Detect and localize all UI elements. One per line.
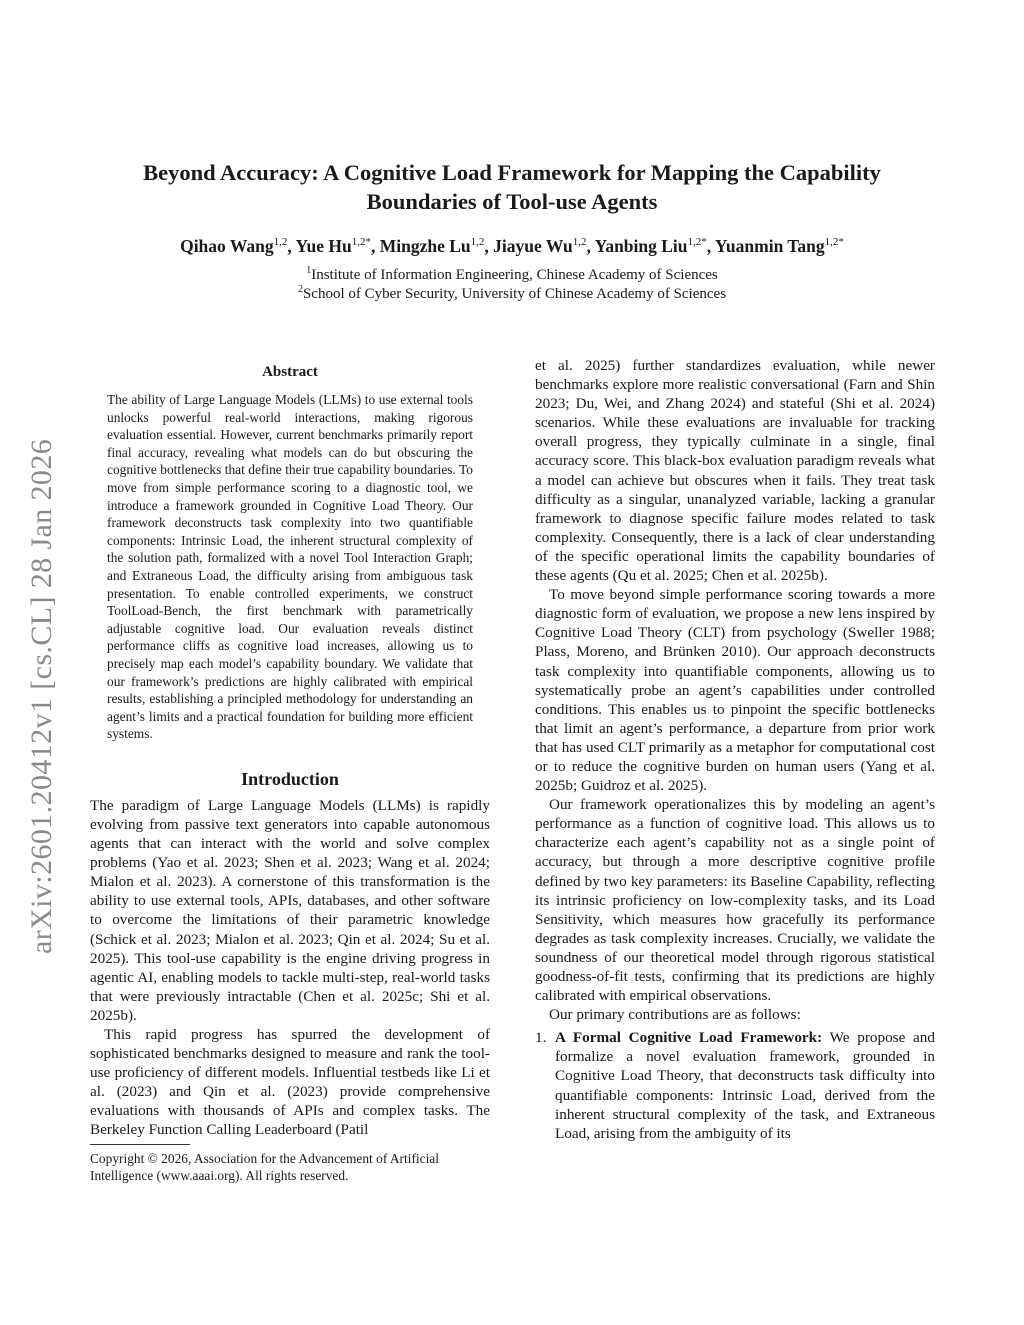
affiliation-marker: 2 xyxy=(297,284,303,295)
affiliation-1 xyxy=(60,266,964,285)
author-separator: , xyxy=(484,236,494,256)
paper-title-line-1: Beyond Accuracy: A Cognitive Load Framework for Mapping the Capability xyxy=(143,160,881,185)
body-paragraph: et al. 2025) further standardizes evaluation, while newer benchmarks explore more realistic conversational (Farn and Shin 2023; Du, Wei, and Zhang 2024) and stateful (Shi et al. 2024) scenarios. While these evaluations are invaluable for tracking overall progress, they typically culminate in a single, final accuracy score. This black-box evaluation paradigm reveals what a model can achieve but obscures when it fails. They treat task difficulty as a singular, unanalyzed variable, lacking a granular framework to diagnose specific failure modes related to task complexity. Consequently, there is a lack of clear understanding of the specific operational limits the capability boundaries of these agents (Qu et al. 2025; Chen et al. 2025b). xyxy=(535,357,935,585)
author-affiliation-marker: 1,2* xyxy=(824,236,844,248)
right-column xyxy=(535,356,935,1143)
list-item xyxy=(535,1028,935,1143)
author-separator: , xyxy=(287,236,296,256)
affiliation-text: School of Cyber Security, University of Chinese Academy of Sciences xyxy=(302,286,727,302)
author-name: Qihao Wang xyxy=(180,236,274,256)
intro-paragraph: This rapid progress has spurred the development of sophisticated benchmarks designed to measure and rank the tool-use proficiency of different models. Influential testbeds like Li et al. (2023) and Qin et al. (2023) provide comprehensive evaluations with thousands of APIs and complex tasks. The Berkeley Function Calling Leaderboard (Patil xyxy=(90,1026,490,1139)
author-affiliation-marker: 1,2 xyxy=(572,236,587,248)
abstract-body: The ability of Large Language Models (LLMs) to use external tools unlocks powerful real-world interactions, making rigorous evaluation essential. However, current benchmarks primarily report final accuracy, revealing what models can do but obscuring the cognitive bottlenecks that define their true capability boundaries. To move from simple performance scoring to a diagnostic tool, we introduce a framework grounded in Cognitive Load Theory. Our framework deconstructs task complexity into two quantifiable components: Intrinsic Load, the inherent structural complexity of the solution path, formalized with a novel Tool Interaction Graph; and Extraneous Load, the difficulty arising from ambiguous task presentation. To enable controlled experiments, we construct ToolLoad-Bench, the first benchmark with parametrically adjustable cognitive load. Our evaluation reveals distinct performance cliffs as cognitive load increases, allowing us to precisely map each model’s capability boundary. We validate that our framework’s predictions are highly calibrated with empirical results, establishing a principled methodology for understanding an agent’s limits and a practical foundation for building more efficient systems. xyxy=(107,392,473,742)
author-name: Yuanmin Tang xyxy=(714,236,825,256)
footnote-divider xyxy=(90,1144,190,1145)
affiliation-marker: 1 xyxy=(306,265,312,276)
contributions-list xyxy=(535,1028,935,1143)
author-name: Yanbing Liu xyxy=(594,236,688,256)
author-separator: , xyxy=(586,236,595,256)
section-heading-introduction: Introduction xyxy=(241,768,339,789)
author-affiliation-marker: 1,2* xyxy=(351,236,371,248)
left-column xyxy=(90,360,490,1184)
paper-title-line-2: Boundaries of Tool-use Agents xyxy=(366,189,658,214)
author-list xyxy=(40,234,984,258)
author-affiliation-marker: 1,2 xyxy=(470,236,485,248)
list-item-body: We propose and formalize a novel evaluation framework, grounded in Cognitive Load Theory, that deconstructs task difficulty into quantifiable components: Intrinsic Load, derived from the inherent structural complexity of the task, and Extraneous Load, arising from the ambiguity of its xyxy=(555,1029,935,1142)
abstract-heading: Abstract xyxy=(262,364,318,380)
body-paragraph: To move beyond simple performance scoring towards a more diagnostic form of evaluation, we propose a new lens inspired by Cognitive Load Theory (CLT) from psychology (Sweller 1988; Plass, Moreno, and Brünken 2010). Our approach deconstructs task complexity into quantifiable components, allowing us to systematically probe an agent’s capabilities under controlled conditions. This enables us to pinpoint the specific bottlenecks that limit an agent’s performance, a departure from prior work that has used CLT primarily as a metaphor for computational cost or to reduce the cognitive burden on human users (Yang et al. 2025b; Guidroz et al. 2025). xyxy=(535,586,935,795)
author-name: Mingzhe Lu xyxy=(379,236,471,256)
list-item-number: 1. xyxy=(535,1029,547,1047)
list-item-text xyxy=(555,1028,935,1143)
paper-title xyxy=(60,158,964,216)
author-separator: , xyxy=(371,236,380,256)
arxiv-identifier-stamp: arXiv:2601.20412v1 [cs.CL] 28 Jan 2026 xyxy=(25,438,58,954)
author-affiliation-marker: 1,2 xyxy=(273,236,288,248)
affiliation-text: Institute of Information Engineering, Chinese Academy of Sciences xyxy=(311,267,718,283)
body-paragraph: Our primary contributions are as follows: xyxy=(549,1006,801,1024)
affiliation-2 xyxy=(60,285,964,304)
author-name: Yue Hu xyxy=(295,236,352,256)
body-paragraph: Our framework operationalizes this by modeling an agent’s performance as a function of cognitive load. This allows us to characterize each agent’s capability not as a single point of accuracy, but through a more descriptive cognitive profile defined by two key parameters: its Baseline Capability, reflecting its intrinsic proficiency on low-complexity tasks, and its Load Sensitivity, which measures how gracefully its performance degrades as task complexity increases. Crucially, we validate the soundness of our theoretical model through rigorous statistical goodness-of-fit tests, confirming that its predictions are highly calibrated with empirical observations. xyxy=(535,796,935,1005)
author-name: Jiayue Wu xyxy=(493,236,573,256)
intro-paragraph: The paradigm of Large Language Models (LLMs) is rapidly evolving from passive text generators into capable autonomous agents that can interact with the world and solve complex problems (Yao et al. 2023; Shen et al. 2023; Wang et al. 2024; Mialon et al. 2023). A cornerstone of this transformation is the ability to use external tools, APIs, databases, and other software to overcome the limitations of their parametric knowledge (Schick et al. 2023; Mialon et al. 2023; Qin et al. 2024; Su et al. 2025). This tool-use capability is the engine driving progress in agentic AI, enabling models to tackle multi-step, real-world tasks that were previously intractable (Chen et al. 2025c; Shi et al. 2025b). xyxy=(90,796,490,1024)
author-affiliation-marker: 1,2* xyxy=(687,236,707,248)
list-item-lead: A Formal Cognitive Load Framework: xyxy=(555,1029,823,1047)
author-separator: , xyxy=(706,236,715,256)
copyright-footnote: Copyright © 2026, Association for the Advancement of Artificial Intelligence (www.aaai.org). All rights reserved. xyxy=(90,1150,439,1183)
